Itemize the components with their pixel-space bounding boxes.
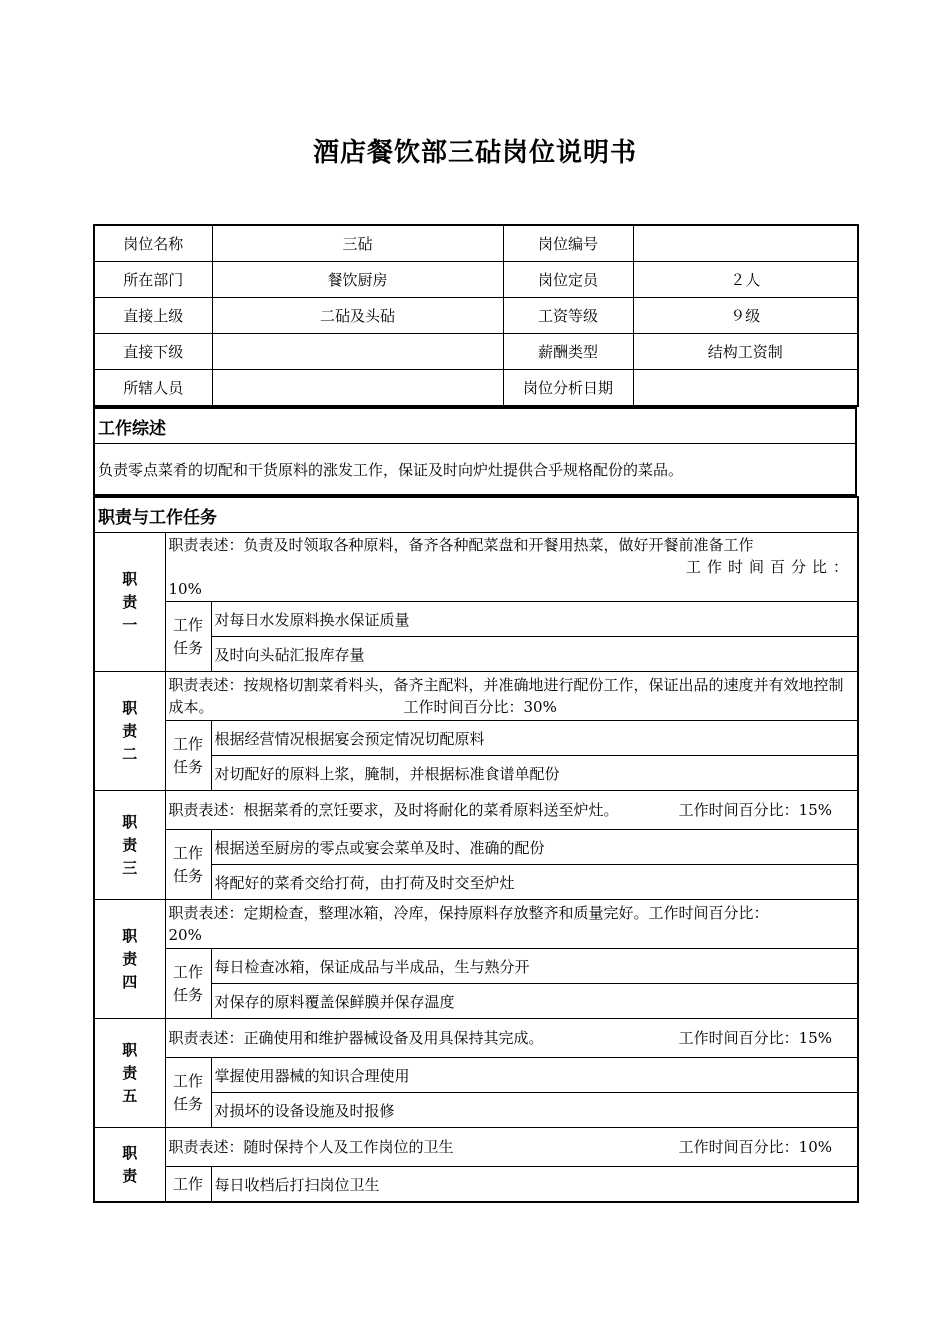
duty-label bbox=[94, 900, 165, 1019]
info-label: 所在部门 bbox=[94, 262, 212, 298]
duty-task-row bbox=[94, 1058, 858, 1093]
duty-label bbox=[94, 1128, 165, 1203]
summary-heading: 工作综述 bbox=[94, 408, 856, 444]
duty-description-text: 职责表述：定期检查，整理冰箱，冷库，保持原料存放整齐和质量完好。工作时间百分比： bbox=[168, 904, 769, 922]
summary-text: 负责零点菜肴的切配和干货原料的涨发工作，保证及时向炉灶提供合乎规格配份的菜品。 bbox=[94, 444, 856, 496]
duty-description-text: 职责表述：正确使用和维护器械设备及用具保持其完成。 bbox=[168, 1029, 544, 1047]
task-item: 掌握使用器械的知识合理使用 bbox=[211, 1058, 858, 1093]
task-item: 将配好的菜肴交给打荷，由打荷及时交至炉灶 bbox=[211, 865, 858, 900]
task-item: 每日收档后打扫岗位卫生 bbox=[211, 1167, 858, 1203]
task-label-text: 工作任务 bbox=[172, 734, 203, 776]
duty-task-row bbox=[94, 721, 858, 756]
duty-desc-row bbox=[94, 1128, 858, 1167]
document-title: 酒店餐饮部三砧岗位说明书 bbox=[312, 138, 637, 168]
duty-time-percent-value: 10% bbox=[168, 580, 202, 598]
duty-time-percent: 工作时间百分比：30% bbox=[403, 698, 557, 716]
task-item: 及时向头砧汇报库存量 bbox=[211, 637, 858, 672]
duty-description-text: 职责表述：随时保持个人及工作岗位的卫生 bbox=[168, 1138, 454, 1156]
task-label-text: 工作任务 bbox=[172, 615, 203, 657]
info-value: 二砧及头砧 bbox=[212, 298, 503, 334]
info-label: 岗位定员 bbox=[503, 262, 633, 298]
duty-label-text: 职责四 bbox=[122, 926, 138, 991]
duty-description-text: 职责表述：负责及时领取各种原料，备齐各种配菜盘和开餐用热菜，做好开餐前准备工作 bbox=[168, 536, 754, 554]
info-label: 薪酬类型 bbox=[503, 334, 633, 370]
task-label bbox=[165, 1058, 211, 1128]
duty-desc-row bbox=[94, 791, 858, 830]
duty-desc-row bbox=[94, 1019, 858, 1058]
basic-info-table bbox=[93, 224, 859, 407]
info-value bbox=[633, 225, 858, 262]
info-value: 结构工资制 bbox=[633, 334, 858, 370]
task-label bbox=[165, 602, 211, 672]
info-row bbox=[94, 334, 858, 370]
duty-description bbox=[165, 1128, 858, 1167]
info-row bbox=[94, 262, 858, 298]
task-item: 对每日水发原料换水保证质量 bbox=[211, 602, 858, 637]
duty-desc-row bbox=[94, 900, 858, 949]
duty-description-text: 职责表述：按规格切割菜肴料头，备齐主配料，并准确地进行配份工作，保证出品的速度并有效地控制成本。 bbox=[168, 676, 844, 716]
duty-description bbox=[165, 533, 858, 602]
duty-task-row bbox=[94, 1167, 858, 1203]
info-value: ９级 bbox=[633, 298, 858, 334]
info-label: 直接上级 bbox=[94, 298, 212, 334]
duty-label bbox=[94, 1019, 165, 1128]
info-label: 工资等级 bbox=[503, 298, 633, 334]
task-item: 根据经营情况根据宴会预定情况切配原料 bbox=[211, 721, 858, 756]
info-row bbox=[94, 225, 858, 262]
duty-label-text: 职责二 bbox=[122, 698, 138, 763]
task-item: 根据送至厨房的零点或宴会菜单及时、准确的配份 bbox=[211, 830, 858, 865]
task-item: 对损坏的设备设施及时报修 bbox=[211, 1093, 858, 1128]
duty-label-text: 职责一 bbox=[122, 569, 138, 634]
duties-table bbox=[93, 496, 859, 1203]
info-value: 三砧 bbox=[212, 225, 503, 262]
duty-task-row bbox=[94, 949, 858, 984]
duties-heading: 职责与工作任务 bbox=[94, 497, 858, 533]
info-row bbox=[94, 298, 858, 334]
info-value: 餐饮厨房 bbox=[212, 262, 503, 298]
task-label bbox=[165, 830, 211, 900]
duty-desc-row bbox=[94, 672, 858, 721]
task-label-text: 工作任务 bbox=[172, 1071, 203, 1113]
duty-description bbox=[165, 900, 858, 949]
duty-description bbox=[165, 1019, 858, 1058]
duty-label bbox=[94, 533, 165, 672]
info-label: 所辖人员 bbox=[94, 370, 212, 407]
duty-time-percent: 工作时间百分比：15% bbox=[678, 801, 833, 819]
info-value bbox=[212, 334, 503, 370]
task-label bbox=[165, 721, 211, 791]
task-label bbox=[165, 1167, 211, 1203]
task-item: 每日检查冰箱，保证成品与半成品，生与熟分开 bbox=[211, 949, 858, 984]
duty-task-row bbox=[94, 602, 858, 637]
info-value: ２人 bbox=[633, 262, 858, 298]
duty-label-text: 职责五 bbox=[122, 1040, 138, 1105]
info-label: 岗位编号 bbox=[503, 225, 633, 262]
duty-description bbox=[165, 791, 858, 830]
info-value bbox=[633, 370, 858, 407]
task-label bbox=[165, 949, 211, 1019]
task-item: 对保存的原料覆盖保鲜膜并保存温度 bbox=[211, 984, 858, 1019]
summary-table bbox=[93, 407, 857, 496]
task-label-text: 工作任务 bbox=[172, 843, 203, 885]
duty-time-percent: 工作时间百分比：10% bbox=[678, 1138, 833, 1156]
duty-description bbox=[165, 672, 858, 721]
duties-body bbox=[94, 533, 858, 1203]
info-label: 岗位分析日期 bbox=[503, 370, 633, 407]
task-item: 对切配好的原料上浆，腌制，并根据标准食谱单配份 bbox=[211, 756, 858, 791]
task-label-text: 工作 bbox=[172, 1174, 203, 1193]
info-row bbox=[94, 370, 858, 407]
duty-task-row bbox=[94, 830, 858, 865]
duty-label-text: 职责三 bbox=[122, 812, 138, 877]
duties-heading-row bbox=[94, 497, 858, 533]
duty-time-percent-value: 20% bbox=[168, 926, 202, 944]
info-label: 直接下级 bbox=[94, 334, 212, 370]
job-description-sheet bbox=[93, 224, 857, 1203]
duty-label bbox=[94, 791, 165, 900]
task-label-text: 工作任务 bbox=[172, 962, 203, 1004]
info-value bbox=[212, 370, 503, 407]
duty-desc-row bbox=[94, 533, 858, 602]
summary-row bbox=[94, 444, 856, 496]
info-label: 岗位名称 bbox=[94, 225, 212, 262]
duty-label bbox=[94, 672, 165, 791]
summary-heading-row bbox=[94, 408, 856, 444]
duty-time-percent: 工作时间百分比：15% bbox=[678, 1029, 833, 1047]
duty-label-text: 职责 bbox=[122, 1143, 138, 1185]
duty-time-percent: 工作时间百分比： bbox=[686, 558, 855, 576]
duty-description-text: 职责表述：根据菜肴的烹饪要求，及时将耐化的菜肴原料送至炉灶。 bbox=[168, 801, 619, 819]
